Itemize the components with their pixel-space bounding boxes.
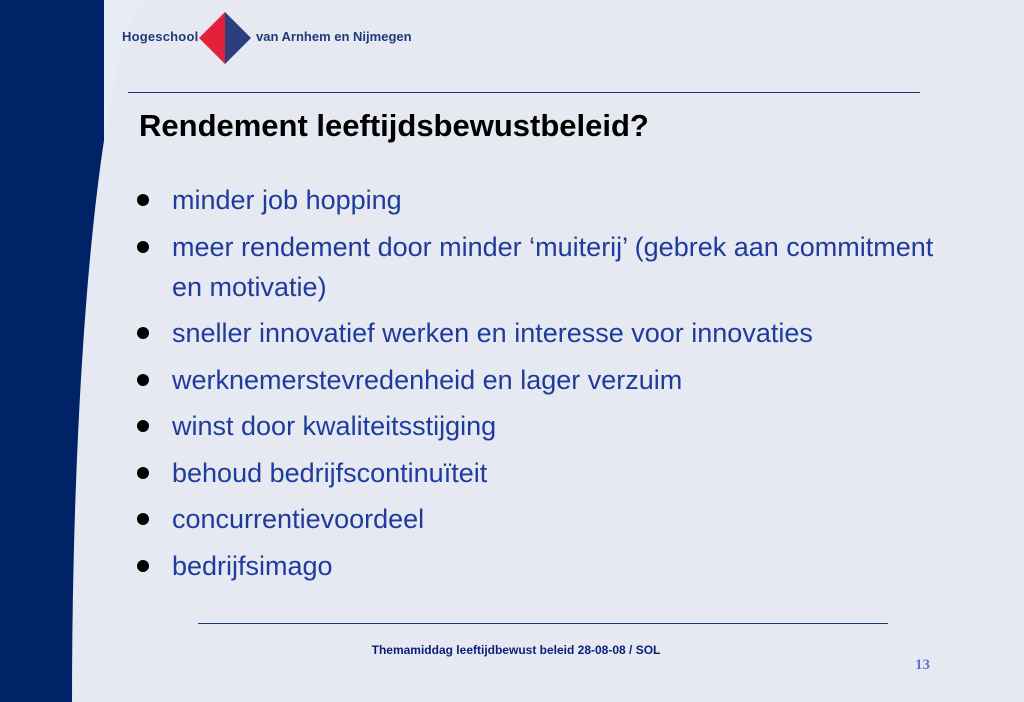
logo — [122, 12, 422, 64]
page-number: 13 — [915, 657, 930, 673]
bullet-item — [134, 360, 964, 400]
bullet-item — [134, 313, 964, 353]
bullet-dot-icon — [137, 560, 149, 572]
bullet-item — [134, 546, 964, 586]
bullet-item — [134, 180, 964, 220]
bullet-text: minder job hopping — [172, 185, 402, 215]
logo-diamond-icon — [196, 12, 254, 64]
footer-text: Themamiddag leeftijdbewust beleid 28-08-08 / SOL — [371, 643, 661, 657]
bullet-dot-icon — [137, 241, 149, 253]
bullet-item — [134, 453, 964, 493]
bullet-dot-icon — [137, 374, 149, 386]
bullet-dot-icon — [137, 513, 149, 525]
bullet-dot-icon — [137, 327, 149, 339]
bullet-item — [134, 406, 964, 446]
bullet-text: meer rendement door minder ‘muiterij’ (gebrek aan commitment en motivatie) — [172, 231, 934, 302]
top-divider — [128, 92, 920, 93]
bullet-dot-icon — [137, 420, 149, 432]
slide-title: Rendement leeftijdsbewustbeleid? — [139, 108, 649, 143]
logo-text-right: van Arnhem en Nijmegen — [256, 29, 412, 44]
bullet-text: behoud bedrijfscontinuïteit — [172, 457, 488, 488]
bullet-text: bedrijfsimago — [172, 550, 333, 581]
bullet-item — [134, 227, 964, 307]
logo-text-left: Hogeschool — [122, 29, 199, 44]
bottom-divider — [198, 623, 888, 624]
bullet-text: werknemerstevredenheid en lager verzuim — [172, 364, 683, 395]
bullet-text: concurrentievoordeel — [172, 504, 425, 534]
bullet-dot-icon — [137, 194, 149, 206]
bullet-text: sneller innovatief werken en interesse voor innovaties — [172, 318, 813, 348]
bullet-list — [134, 180, 964, 592]
bullet-item — [134, 499, 964, 539]
bullet-dot-icon — [137, 467, 149, 479]
bullet-text: winst door kwaliteitsstijging — [172, 411, 497, 441]
